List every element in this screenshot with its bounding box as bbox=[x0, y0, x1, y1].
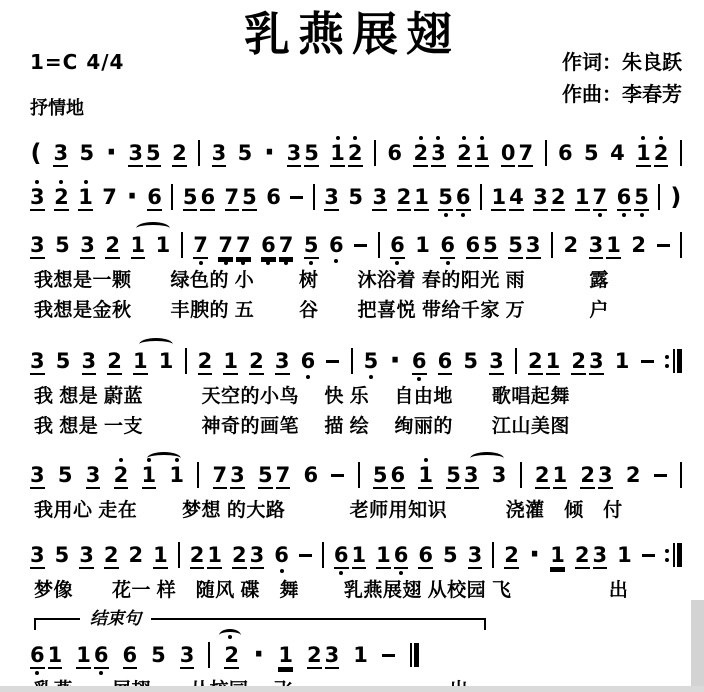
octave-dot bbox=[35, 671, 39, 675]
note: 5 bbox=[258, 463, 273, 487]
beam-group bbox=[533, 178, 565, 218]
note: 3 bbox=[30, 178, 45, 218]
octave-dot bbox=[665, 364, 669, 368]
lyricist-credit: 作词：朱良跃 bbox=[562, 52, 682, 74]
staff-line-4 bbox=[0, 536, 704, 576]
octave-dot bbox=[419, 136, 423, 140]
octave-dot bbox=[446, 261, 450, 265]
augmentation-dot: · bbox=[253, 637, 265, 672]
note: 7 bbox=[218, 226, 233, 266]
note: 1 bbox=[47, 643, 63, 667]
octave-dot bbox=[622, 213, 626, 217]
note: 5 bbox=[463, 349, 479, 373]
lyric-line-2b: 我 想是 一支 神奇的画笔 描 绘 绚丽的 江山美图 bbox=[34, 416, 570, 437]
octave-dot bbox=[99, 671, 103, 675]
note: 5 bbox=[634, 178, 649, 218]
note: 3 bbox=[30, 463, 45, 487]
note: 1 bbox=[545, 349, 561, 373]
barline bbox=[351, 342, 353, 381]
note: 2 bbox=[571, 349, 587, 373]
note: 6 bbox=[418, 543, 433, 567]
note: 1 bbox=[414, 185, 429, 209]
scan-edge-bottom bbox=[0, 686, 704, 692]
note: 1 bbox=[223, 349, 238, 373]
note: 3 bbox=[30, 543, 45, 567]
note: 5 bbox=[304, 141, 319, 165]
dash-note bbox=[290, 178, 303, 216]
note: 6 bbox=[394, 536, 409, 576]
note: 1 bbox=[418, 456, 433, 496]
octave-dot bbox=[334, 259, 338, 263]
score-header bbox=[0, 0, 704, 118]
augmentation-dot: · bbox=[263, 135, 276, 170]
note: 3 bbox=[489, 349, 504, 373]
note: 5 bbox=[182, 185, 198, 209]
beam-group bbox=[76, 636, 108, 676]
barline bbox=[313, 178, 315, 217]
note: 2 bbox=[580, 463, 595, 487]
tempo-marking: 抒情地 bbox=[30, 98, 84, 118]
note: 6 bbox=[266, 185, 281, 209]
dash-note bbox=[641, 342, 654, 380]
note: 2 bbox=[631, 233, 646, 257]
note: 1 bbox=[330, 134, 345, 174]
barline bbox=[185, 342, 187, 381]
beam-group bbox=[501, 134, 533, 174]
note: 3 bbox=[598, 463, 613, 487]
octave-dot bbox=[480, 136, 484, 140]
augmentation-dot: · bbox=[126, 179, 138, 214]
note: 1 bbox=[131, 226, 146, 266]
lyric-line-2a: 我 想是 蔚蓝 天空的小鸟 快 乐 自由地 歌唱起舞 bbox=[34, 386, 570, 407]
note: 1 bbox=[617, 543, 632, 567]
note: 6 bbox=[440, 226, 455, 266]
note: 6 bbox=[412, 342, 427, 382]
note: 3 bbox=[525, 233, 541, 257]
beam-group bbox=[128, 134, 160, 174]
note: 2 bbox=[107, 349, 122, 373]
beam-group bbox=[535, 456, 567, 496]
dash-note bbox=[642, 536, 655, 574]
octave-dot bbox=[199, 261, 203, 265]
octave-dot bbox=[461, 213, 465, 217]
note: 2 bbox=[232, 543, 247, 567]
octave-dot bbox=[659, 136, 663, 140]
note: 6 bbox=[303, 463, 319, 487]
note: 6 bbox=[390, 226, 405, 266]
note: 1 bbox=[153, 543, 168, 567]
beam-group bbox=[508, 226, 540, 266]
note: 1 bbox=[353, 643, 368, 667]
note: 6 bbox=[94, 636, 109, 676]
note: 5 bbox=[438, 178, 453, 218]
ending-staff-line bbox=[0, 636, 704, 676]
staff-line-3 bbox=[0, 456, 704, 496]
note: 2 bbox=[457, 134, 472, 174]
barline bbox=[680, 456, 682, 495]
barline bbox=[374, 134, 376, 173]
barline bbox=[520, 456, 522, 495]
note: 2 bbox=[574, 543, 590, 567]
note: 2 bbox=[189, 543, 205, 567]
barline bbox=[171, 178, 173, 217]
beam-group bbox=[589, 226, 621, 266]
note: 6 bbox=[200, 185, 216, 209]
beam-group bbox=[413, 134, 445, 174]
note: 5 bbox=[364, 342, 379, 380]
beam-group bbox=[376, 536, 408, 576]
octave-dot bbox=[444, 213, 448, 217]
note: 3 bbox=[179, 643, 195, 667]
octave-dot bbox=[395, 261, 399, 265]
note: 1 bbox=[78, 178, 93, 218]
octave-dot bbox=[353, 136, 357, 140]
note: 3 bbox=[431, 134, 446, 174]
beam-group bbox=[334, 536, 366, 576]
note: 6 bbox=[30, 636, 45, 676]
note: 2 bbox=[197, 349, 213, 373]
barline bbox=[480, 178, 482, 217]
dash-note bbox=[654, 456, 667, 494]
beam-group bbox=[287, 134, 319, 174]
note: 7 bbox=[102, 185, 117, 209]
note: 5 bbox=[55, 233, 70, 257]
note: 3 bbox=[324, 643, 340, 667]
repeat-end-barline-icon bbox=[665, 536, 682, 574]
note: 1 bbox=[415, 233, 430, 257]
note: 2 bbox=[625, 463, 641, 487]
note: 1 bbox=[207, 543, 222, 567]
note: 2 bbox=[413, 134, 428, 174]
note: 2 bbox=[307, 643, 322, 667]
augmentation-dot: · bbox=[105, 135, 117, 170]
octave-dot bbox=[306, 375, 310, 379]
barline bbox=[658, 178, 660, 217]
repeat-end-barline-icon bbox=[665, 342, 682, 380]
lyric-line-4: 梦像 花一 样 随风 碟 舞 乳燕展翅 从校园 飞 出 bbox=[34, 580, 629, 601]
note: 2 bbox=[114, 456, 129, 496]
note: 1 bbox=[376, 543, 391, 567]
beam-group bbox=[575, 178, 607, 218]
note: 1 bbox=[351, 543, 367, 567]
beam-group bbox=[446, 456, 478, 496]
note: 3 bbox=[589, 349, 604, 373]
note: 7 bbox=[224, 185, 240, 209]
octave-dot bbox=[224, 261, 228, 265]
beam-group bbox=[330, 134, 362, 174]
note: 3 bbox=[79, 543, 94, 567]
note: 2 bbox=[249, 349, 264, 373]
beam-group bbox=[218, 226, 250, 266]
note: 2 bbox=[54, 178, 69, 218]
note: 1 bbox=[614, 349, 630, 373]
note: 5 bbox=[446, 463, 461, 487]
note: 3 bbox=[80, 233, 95, 257]
note: 6 bbox=[456, 178, 471, 218]
octave-dot bbox=[266, 261, 270, 265]
octave-dot bbox=[369, 375, 373, 379]
octave-dot bbox=[640, 213, 644, 217]
note: 1 bbox=[142, 456, 157, 496]
note: 7 bbox=[236, 226, 251, 266]
barline bbox=[378, 226, 380, 265]
beam-group bbox=[225, 178, 257, 218]
note: 1 bbox=[158, 349, 174, 373]
barline bbox=[515, 342, 517, 381]
dash-note bbox=[657, 226, 670, 264]
barline bbox=[680, 226, 682, 265]
note: 1 bbox=[606, 233, 621, 257]
note: 7 bbox=[275, 463, 291, 487]
note: 5 bbox=[55, 349, 71, 373]
beam-group bbox=[528, 342, 560, 382]
composer-credit: 作曲：李春芳 bbox=[562, 84, 682, 106]
barline bbox=[358, 456, 360, 495]
barline bbox=[208, 636, 210, 675]
note: 5 bbox=[54, 543, 70, 567]
note: 5 bbox=[483, 233, 498, 257]
intro-line-2 bbox=[0, 178, 704, 218]
octave-dot bbox=[84, 180, 88, 184]
octave-dot bbox=[35, 180, 39, 184]
octave-dot bbox=[424, 458, 428, 462]
note: 1 bbox=[169, 456, 184, 494]
beam-group bbox=[261, 226, 293, 266]
note: 2 bbox=[172, 141, 187, 165]
beam-group bbox=[457, 134, 489, 174]
barline bbox=[181, 226, 183, 265]
note: 6 bbox=[387, 141, 402, 165]
note: 1 bbox=[278, 643, 294, 667]
octave-dot bbox=[175, 458, 179, 462]
beam-group bbox=[571, 342, 603, 382]
lyric-line-3: 我用心 走在 梦想 的大路 老师用知识 浇灌 倾 付 bbox=[34, 500, 623, 521]
note: 4 bbox=[509, 185, 524, 209]
octave-dot bbox=[59, 180, 63, 184]
note: 2 bbox=[348, 134, 363, 174]
note: 3 bbox=[30, 349, 45, 373]
note: 3 bbox=[81, 349, 97, 373]
barline bbox=[197, 456, 199, 495]
augmentation-dot: · bbox=[389, 343, 401, 378]
beam-group bbox=[213, 456, 245, 496]
note: 5 bbox=[348, 185, 363, 209]
octave-dot bbox=[280, 569, 284, 573]
note: 3 bbox=[128, 141, 144, 165]
key-time-signature: 1=C 4/4 bbox=[30, 50, 125, 74]
note: 1 bbox=[574, 185, 590, 209]
barline bbox=[178, 536, 180, 575]
beam-group bbox=[466, 226, 498, 266]
note: 5 bbox=[237, 141, 253, 165]
beam-group bbox=[438, 178, 470, 218]
note: 5 bbox=[372, 463, 388, 487]
note: 3 bbox=[230, 463, 245, 487]
note: 6 bbox=[329, 226, 344, 264]
note: 3 bbox=[30, 233, 45, 257]
note: 2 bbox=[103, 543, 119, 567]
octave-dot bbox=[339, 571, 343, 575]
beam-group bbox=[636, 134, 668, 174]
scan-edge-right bbox=[691, 600, 704, 692]
note: 6 bbox=[122, 643, 138, 667]
beam-group bbox=[575, 536, 607, 576]
note: 5 bbox=[304, 226, 319, 266]
note: 6 bbox=[147, 185, 162, 209]
note: 5 bbox=[242, 185, 257, 209]
octave-dot bbox=[336, 136, 340, 140]
note: 1 bbox=[133, 342, 148, 382]
note: 5 bbox=[151, 643, 166, 667]
note: 2 bbox=[224, 636, 239, 676]
staff-line-1 bbox=[0, 226, 704, 266]
note: 3 bbox=[324, 185, 339, 209]
note: 3 bbox=[286, 141, 302, 165]
octave-dot bbox=[598, 213, 602, 217]
note: 2 bbox=[105, 233, 120, 257]
dash-note bbox=[354, 226, 367, 264]
note: 7 bbox=[212, 463, 228, 487]
octave-dot bbox=[309, 261, 313, 265]
note: 5 bbox=[584, 141, 599, 165]
note: 1 bbox=[552, 463, 568, 487]
barline bbox=[198, 134, 200, 173]
beam-group bbox=[190, 536, 222, 576]
final-barline-icon bbox=[409, 636, 421, 674]
octave-dot bbox=[417, 377, 421, 381]
note: 2 bbox=[654, 134, 669, 174]
ending-bracket bbox=[34, 609, 482, 630]
note: 2 bbox=[563, 233, 579, 257]
octave-dot bbox=[284, 261, 288, 265]
note: 6 bbox=[274, 536, 289, 574]
augmentation-dot: · bbox=[528, 537, 541, 572]
note: 3 bbox=[467, 543, 483, 567]
note: 6 bbox=[301, 342, 316, 380]
song-title: 乳燕展翅 bbox=[244, 8, 460, 60]
note: 6 bbox=[261, 226, 276, 266]
close-paren-icon: ) bbox=[670, 183, 682, 211]
note: 5 bbox=[57, 463, 73, 487]
note: 2 bbox=[504, 543, 519, 567]
note: 1 bbox=[491, 185, 507, 209]
dash-note bbox=[331, 456, 344, 494]
octave-dot bbox=[241, 261, 245, 265]
note: 4 bbox=[610, 141, 625, 165]
dash-note bbox=[382, 636, 395, 674]
note: 3 bbox=[464, 456, 479, 496]
note: 3 bbox=[491, 463, 507, 487]
note: 3 bbox=[372, 185, 388, 209]
note: 5 bbox=[443, 543, 458, 567]
note: 7 bbox=[193, 226, 208, 266]
open-paren-icon: ( bbox=[30, 139, 42, 167]
dash-note bbox=[326, 342, 339, 380]
note: 1 bbox=[475, 134, 490, 174]
note: 7 bbox=[279, 226, 294, 266]
octave-dot bbox=[399, 571, 403, 575]
note: 3 bbox=[588, 233, 604, 257]
note: 6 bbox=[390, 463, 406, 487]
octave-dot bbox=[665, 558, 669, 562]
note: 6 bbox=[465, 233, 481, 257]
note: 2 bbox=[128, 543, 144, 567]
note: 1 bbox=[550, 543, 565, 567]
lyric-line-1b: 我想是金秋 丰腴的 五 谷 把喜悦 带给千家 万 户 bbox=[34, 300, 609, 321]
beam-group bbox=[580, 456, 612, 496]
note: 1 bbox=[76, 643, 91, 667]
staff-line-2 bbox=[0, 342, 704, 382]
note: 2 bbox=[528, 349, 543, 373]
barline bbox=[680, 134, 682, 173]
intro-line-1 bbox=[0, 134, 704, 174]
octave-dot bbox=[119, 458, 123, 462]
note: 3 bbox=[211, 141, 227, 165]
note: 1 bbox=[155, 233, 171, 257]
note: 3 bbox=[249, 543, 265, 567]
ending-phrase-label: 结束句 bbox=[80, 609, 151, 629]
note: 6 bbox=[557, 141, 573, 165]
note: 6 bbox=[437, 349, 453, 373]
score-body bbox=[0, 134, 704, 692]
beam-group bbox=[258, 456, 290, 496]
barline bbox=[492, 536, 494, 575]
beam-group bbox=[617, 178, 649, 218]
note: 7 bbox=[593, 178, 608, 218]
note: 3 bbox=[592, 543, 608, 567]
note: 3 bbox=[85, 463, 101, 487]
dash-note bbox=[299, 536, 312, 574]
note: 5 bbox=[146, 141, 161, 165]
beam-group bbox=[373, 456, 405, 496]
note: 1 bbox=[636, 134, 651, 174]
octave-dot bbox=[436, 136, 440, 140]
note: 3 bbox=[53, 141, 69, 165]
note: 6 bbox=[334, 536, 349, 576]
beam-group bbox=[183, 178, 215, 218]
beam-group bbox=[491, 178, 523, 218]
octave-dot bbox=[665, 355, 669, 359]
barline bbox=[322, 536, 324, 575]
note: 2 bbox=[396, 185, 412, 209]
beam-group bbox=[397, 178, 429, 218]
note: 2 bbox=[550, 185, 566, 209]
octave-dot bbox=[641, 136, 645, 140]
note: 2 bbox=[534, 463, 550, 487]
note: 6 bbox=[617, 178, 632, 218]
note: 5 bbox=[79, 141, 95, 165]
beam-group bbox=[232, 536, 264, 576]
barline bbox=[551, 226, 553, 265]
note: 3 bbox=[274, 349, 290, 373]
note: 3 bbox=[533, 185, 548, 209]
barline bbox=[545, 134, 547, 173]
note: 5 bbox=[508, 233, 523, 257]
lyric-line-1a: 我想是一颗 绿色的 小 树 沐浴着 春的阳光 雨 露 bbox=[34, 270, 609, 291]
note: 7 bbox=[518, 141, 534, 165]
octave-dot bbox=[665, 549, 669, 553]
beam-group bbox=[30, 636, 62, 676]
rest-note: 0 bbox=[500, 141, 516, 165]
beam-group bbox=[307, 636, 339, 676]
octave-dot bbox=[462, 136, 466, 140]
